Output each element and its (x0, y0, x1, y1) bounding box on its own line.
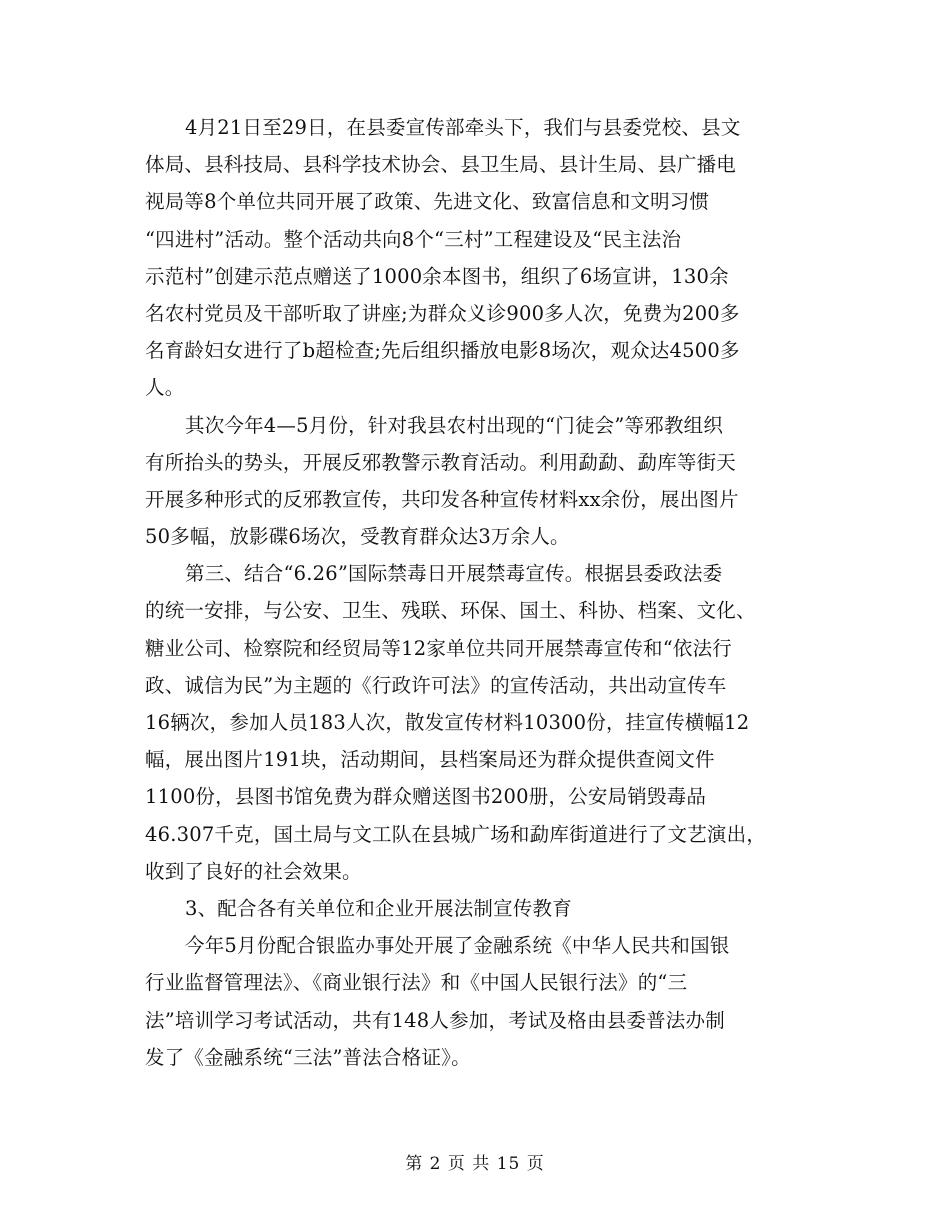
paragraph-line: 发了《金融系统“三法”普法合格证》。 (145, 1045, 471, 1069)
paragraph-line: 人。 (145, 376, 185, 400)
paragraph-line: 今年5月份配合银监办事处开展了金融系统《中华人民共和国银 (185, 934, 730, 958)
paragraph-line: 50多幅，放影碟6场次，受教育群众达3万余人。 (145, 525, 570, 549)
paragraph-line: 第三、结合“6.26”国际禁毒日开展禁毒宣传。根据县委政法委 (185, 562, 723, 586)
paragraph-line: 其次今年4—5月份，针对我县农村出现的“门徒会”等邪教组织 (185, 413, 724, 437)
paragraph-line: 1100份，县图书馆免费为群众赠送图书200册，公安局销毁毒品 (145, 785, 707, 809)
paragraph-line: 行业监督管理法》、《商业银行法》和《中国人民银行法》的“三 (145, 971, 688, 995)
paragraph-line: 46.307千克，国土局与文工队在县城广场和勐库街道进行了文艺演出， (145, 822, 767, 846)
paragraph-line: 糖业公司、检察院和经贸局等12家单位共同开展禁毒宣传和“依法行 (145, 636, 732, 660)
paragraph-line: “四进村”活动。整个活动共向8个“三村”工程建设及“民主法治 (145, 227, 682, 251)
paragraph-line: 体局、县科技局、县科学技术协会、县卫生局、县计生局、县广播电 (145, 153, 737, 177)
paragraph-line: 法”培训学习考试活动，共有148人参加，考试及格由县委普法办制 (145, 1008, 725, 1032)
paragraph-line: 幅，展出图片191块，活动期间，县档案局还为群众提供查阅文件 (145, 748, 715, 772)
paragraph-line: 收到了良好的社会效果。 (145, 859, 362, 883)
paragraph-line: 有所抬头的势头，开展反邪教警示教育活动。利用勐勐、勐库等街天 (145, 450, 737, 474)
paragraph-line: 4月21日至29日，在县委宣传部牵头下，我们与县委党校、县文 (185, 116, 741, 139)
section-heading: 3、配合各有关单位和企业开展法制宣传教育 (185, 896, 572, 920)
paragraph-line: 名育龄妇女进行了b超检查;先后组织播放电影8场次，观众达4500多 (145, 339, 740, 363)
paragraph-line: 示范村”创建示范点赠送了1000余本图书，组织了6场宣讲，130余 (145, 264, 729, 288)
paragraph-line: 16辆次，参加人员183人次，散发宣传材料10300份，挂宣传横幅12 (145, 711, 750, 734)
paragraph-line: 的统一安排，与公安、卫生、残联、环保、国土、科协、档案、文化、 (145, 599, 756, 623)
paragraph-line: 开展多种形式的反邪教宣传，共印发各种宣传材料xx余份，展出图片 (145, 487, 739, 511)
paragraph-line: 名农村党员及干部听取了讲座;为群众义诊900多人次，免费为200多 (145, 301, 740, 325)
paragraph-line: 政、诚信为民”为主题的《行政许可法》的宣传活动，共出动宣传车 (145, 673, 727, 697)
document-body (145, 109, 811, 1076)
paragraph-line: 视局等8个单位共同开展了政策、先进文化、致富信息和文明习惯 (145, 190, 710, 214)
page-number-footer: 第 2 页 共 15 页 (405, 1154, 545, 1174)
